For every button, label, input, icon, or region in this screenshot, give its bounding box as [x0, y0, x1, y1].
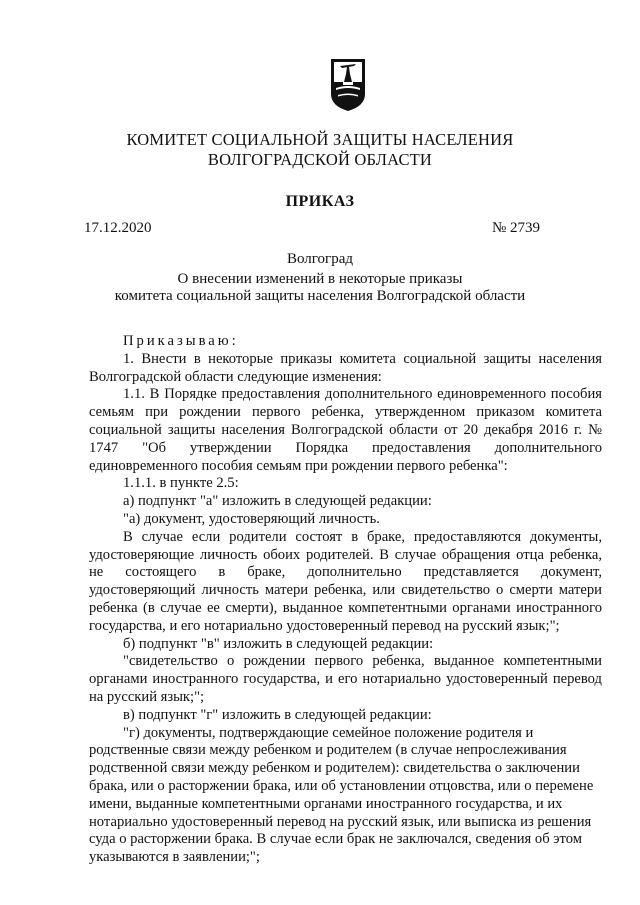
order-paragraph: 1. Внести в некоторые приказы комитета социальной защиты населения Волгоградской области следующие изменения: — [89, 350, 602, 385]
document-subject — [0, 271, 640, 305]
order-paragraph: б) подпункт "в" изложить в следующей редакции: — [123, 635, 434, 652]
order-paragraph: "а) документ, удостоверяющий личность. — [123, 510, 380, 527]
order-paragraph: "г) документы, подтверждающие семейное положение родителя и родственные связи между ребенком и родителем (в случае непрослеживания родственной связи между ребенком и родителем): свидетельства о заключении брака, или о расторжении брака, или об установлении отцовства, или о перемене имени, выданные компетентными органами иностранного государства, и их нотариально удостоверенный перевод на русский язык, или выписка из решения суда о расторжении брака. В случае если брак не заключался, сведения об этом указываются в заявлении;"; — [89, 724, 594, 866]
document-type: ПРИКАЗ — [285, 193, 355, 210]
document-subject-line-2: комитета социальной защиты населения Волгоградской области — [114, 288, 526, 304]
document-city: Волгоград — [286, 251, 353, 267]
order-paragraph: 1.1. В Порядке предоставления дополнительного единовременного пособия семьям при рождении первого ребенка, утвержденном приказом комитета социальной защиты населения Волгоградской области от 20 декабря 2016 г. № 1747 "Об утверждении Порядка предоставления дополнительного единовременного пособия семьям при рождении первого ребенка": — [89, 386, 602, 474]
organization-name-line-2: ВОЛГОГРАДСКОЙ ОБЛАСТИ — [207, 150, 433, 169]
order-paragraph: Приказываю: — [123, 333, 239, 349]
organization-name-line-1: КОМИТЕТ СОЦИАЛЬНОЙ ЗАЩИТЫ НАСЕЛЕНИЯ — [126, 130, 514, 149]
order-paragraph: а) подпункт "а" изложить в следующей редакции: — [123, 493, 432, 510]
document-date: 17.12.2020 — [84, 220, 152, 236]
organization-name — [0, 130, 640, 170]
document-number: № 2739 — [492, 220, 541, 236]
document-subject-line-1: О внесении изменений в некоторые приказы — [177, 271, 463, 287]
order-paragraph: В случае если родители состоят в браке, предоставляются документы, удостоверяющие личность обоих родителей. В случае обращения отца ребенка, не состоящего в браке, дополнительно представляется документ, удостоверяющий личность матери ребенка, или свидетельство о смерти матери ребенка (в случае ее смерти), выданное компетентными органами иностранного государства, и его нотариально удостоверенный перевод на русский язык;"; — [89, 528, 602, 634]
order-paragraph: в) подпункт "г" изложить в следующей редакции: — [123, 706, 432, 723]
order-paragraph: "свидетельство о рождении первого ребенка, выданное компетентными органами иностранного государства, и его нотариально удостоверенный перевод на русский язык;"; — [89, 653, 602, 705]
document-body — [89, 333, 602, 867]
volgograd-coat-of-arms-icon — [330, 58, 366, 112]
order-paragraph: 1.1.1. в пункте 2.5: — [123, 475, 239, 492]
